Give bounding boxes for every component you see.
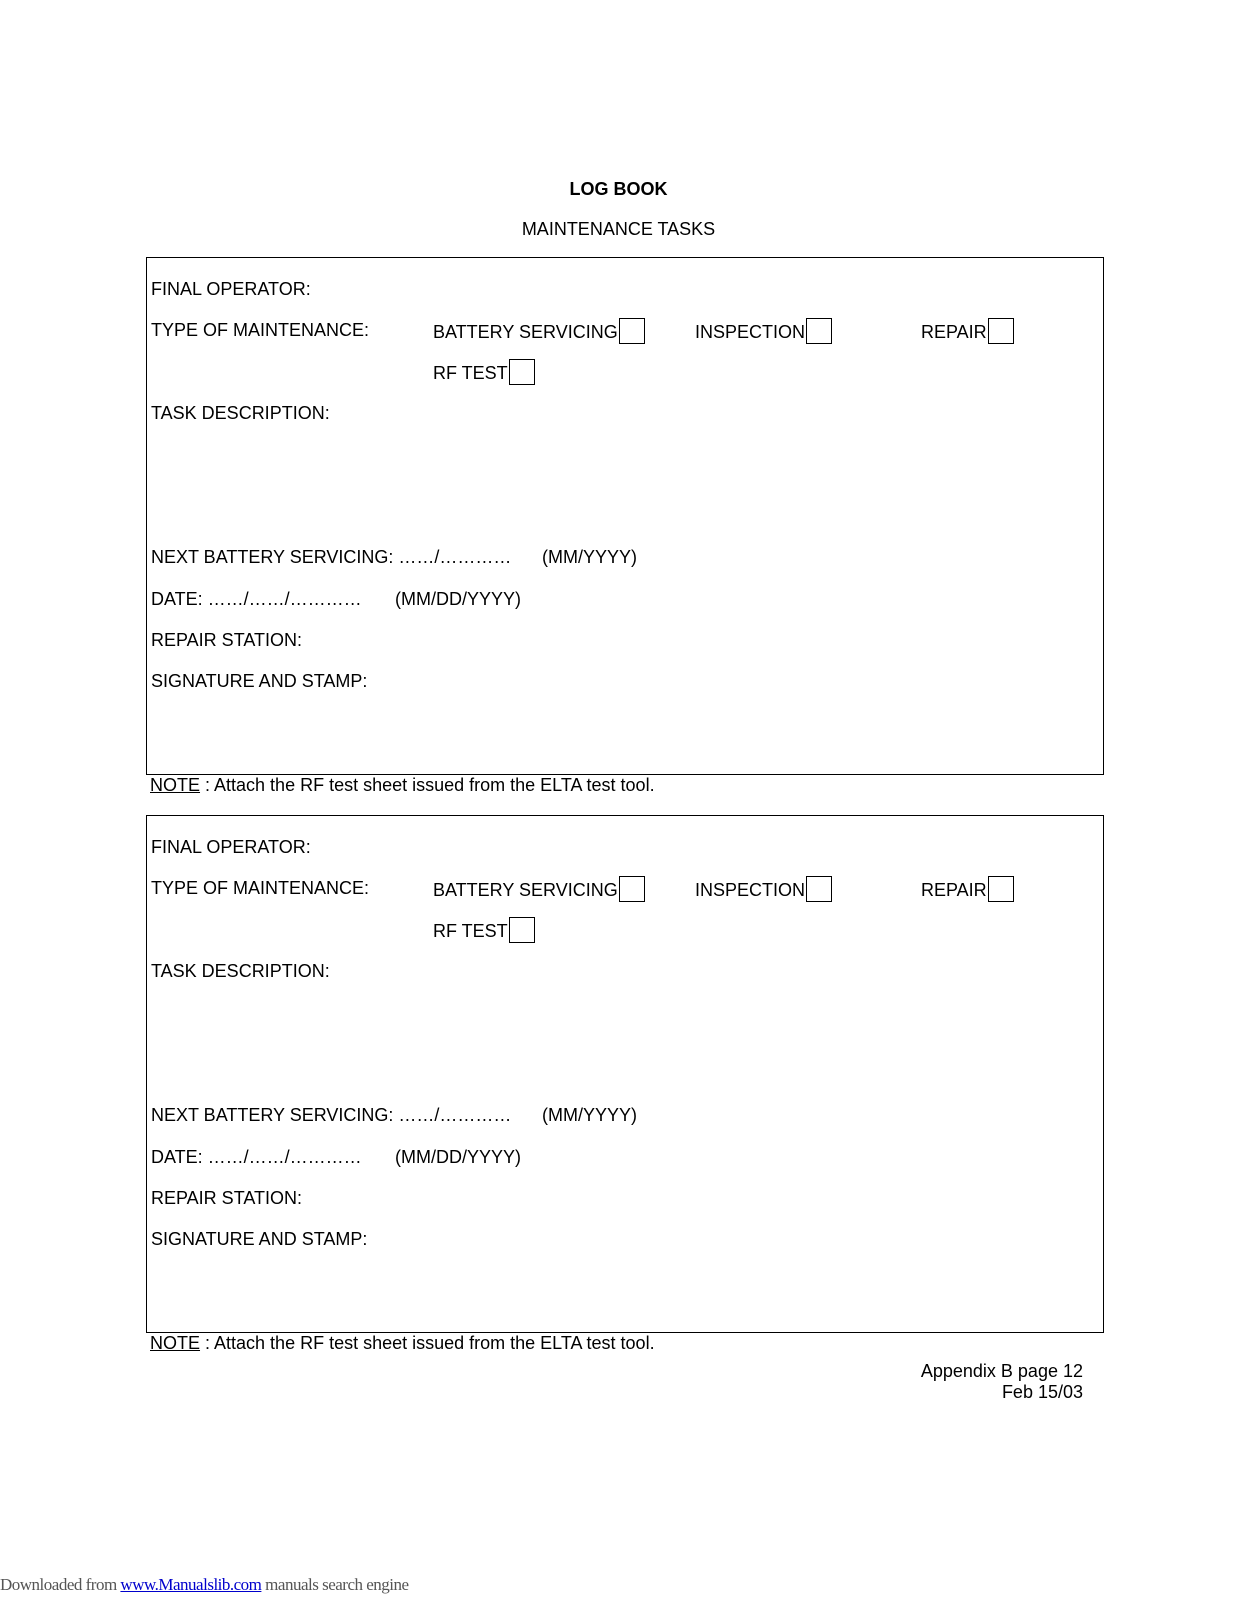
final-operator-label: FINAL OPERATOR: xyxy=(151,837,311,857)
date-format: (MM/DD/YYYY) xyxy=(395,589,521,609)
download-suffix: manuals search engine xyxy=(261,1575,409,1594)
battery-servicing-label: BATTERY SERVICING xyxy=(433,880,618,900)
date-label: DATE: ……/……/………… xyxy=(151,589,362,609)
note-text: : Attach the RF test sheet issued from the ELTA test tool. xyxy=(200,1333,655,1353)
inspection-label: INSPECTION xyxy=(695,880,806,900)
page-subtitle: MAINTENANCE TASKS xyxy=(521,219,716,239)
battery-servicing-checkbox[interactable] xyxy=(619,876,645,902)
footer-date: Feb 15/03 xyxy=(1001,1382,1083,1402)
date-format: (MM/DD/YYYY) xyxy=(395,1147,521,1167)
type-of-maintenance-label: TYPE OF MAINTENANCE: xyxy=(151,878,370,898)
inspection-checkbox[interactable] xyxy=(806,876,832,902)
next-battery-servicing-format: (MM/YYYY) xyxy=(542,1105,638,1125)
repair-station-label: REPAIR STATION: xyxy=(151,630,303,650)
inspection-checkbox[interactable] xyxy=(806,318,832,344)
manualslib-link[interactable]: www.Manualslib.com xyxy=(120,1575,262,1594)
option-repair xyxy=(921,873,1014,899)
date-label: DATE: ……/……/………… xyxy=(151,1147,362,1167)
option-inspection xyxy=(695,873,832,899)
maintenance-form-2 xyxy=(146,815,1104,1333)
repair-checkbox[interactable] xyxy=(988,318,1014,344)
repair-label: REPAIR xyxy=(921,880,987,900)
signature-and-stamp-label: SIGNATURE AND STAMP: xyxy=(151,1229,368,1249)
option-battery-servicing xyxy=(433,315,645,341)
repair-station-label: REPAIR STATION: xyxy=(151,1188,303,1208)
task-description-label: TASK DESCRIPTION: xyxy=(151,961,330,981)
download-footer xyxy=(0,1576,409,1593)
final-operator-label: FINAL OPERATOR: xyxy=(151,279,311,299)
signature-and-stamp-label: SIGNATURE AND STAMP: xyxy=(151,671,368,691)
note-text: : Attach the RF test sheet issued from the ELTA test tool. xyxy=(200,775,655,795)
next-battery-servicing-label: NEXT BATTERY SERVICING: ……/………… xyxy=(151,547,512,567)
option-rf-test xyxy=(433,914,535,940)
option-repair xyxy=(921,315,1014,341)
next-battery-servicing-format: (MM/YYYY) xyxy=(542,547,638,567)
maintenance-form-1 xyxy=(146,257,1104,775)
option-rf-test xyxy=(433,356,535,382)
repair-label: REPAIR xyxy=(921,322,987,342)
inspection-label: INSPECTION xyxy=(695,322,806,342)
option-inspection xyxy=(695,315,832,341)
next-battery-servicing-label: NEXT BATTERY SERVICING: ……/………… xyxy=(151,1105,512,1125)
battery-servicing-label: BATTERY SERVICING xyxy=(433,322,618,342)
note-2 xyxy=(150,1334,655,1352)
download-prefix: Downloaded from xyxy=(0,1575,121,1594)
note-label: NOTE xyxy=(150,1333,201,1353)
task-description-label: TASK DESCRIPTION: xyxy=(151,403,330,423)
type-of-maintenance-label: TYPE OF MAINTENANCE: xyxy=(151,320,370,340)
note-1 xyxy=(150,776,655,794)
rf-test-label: RF TEST xyxy=(433,363,508,383)
note-label: NOTE xyxy=(150,775,201,795)
rf-test-checkbox[interactable] xyxy=(509,359,535,385)
footer-page: Appendix B page 12 xyxy=(920,1361,1083,1381)
battery-servicing-checkbox[interactable] xyxy=(619,318,645,344)
repair-checkbox[interactable] xyxy=(988,876,1014,902)
rf-test-label: RF TEST xyxy=(433,921,508,941)
page-title: LOG BOOK xyxy=(569,179,668,199)
option-battery-servicing xyxy=(433,873,645,899)
rf-test-checkbox[interactable] xyxy=(509,917,535,943)
